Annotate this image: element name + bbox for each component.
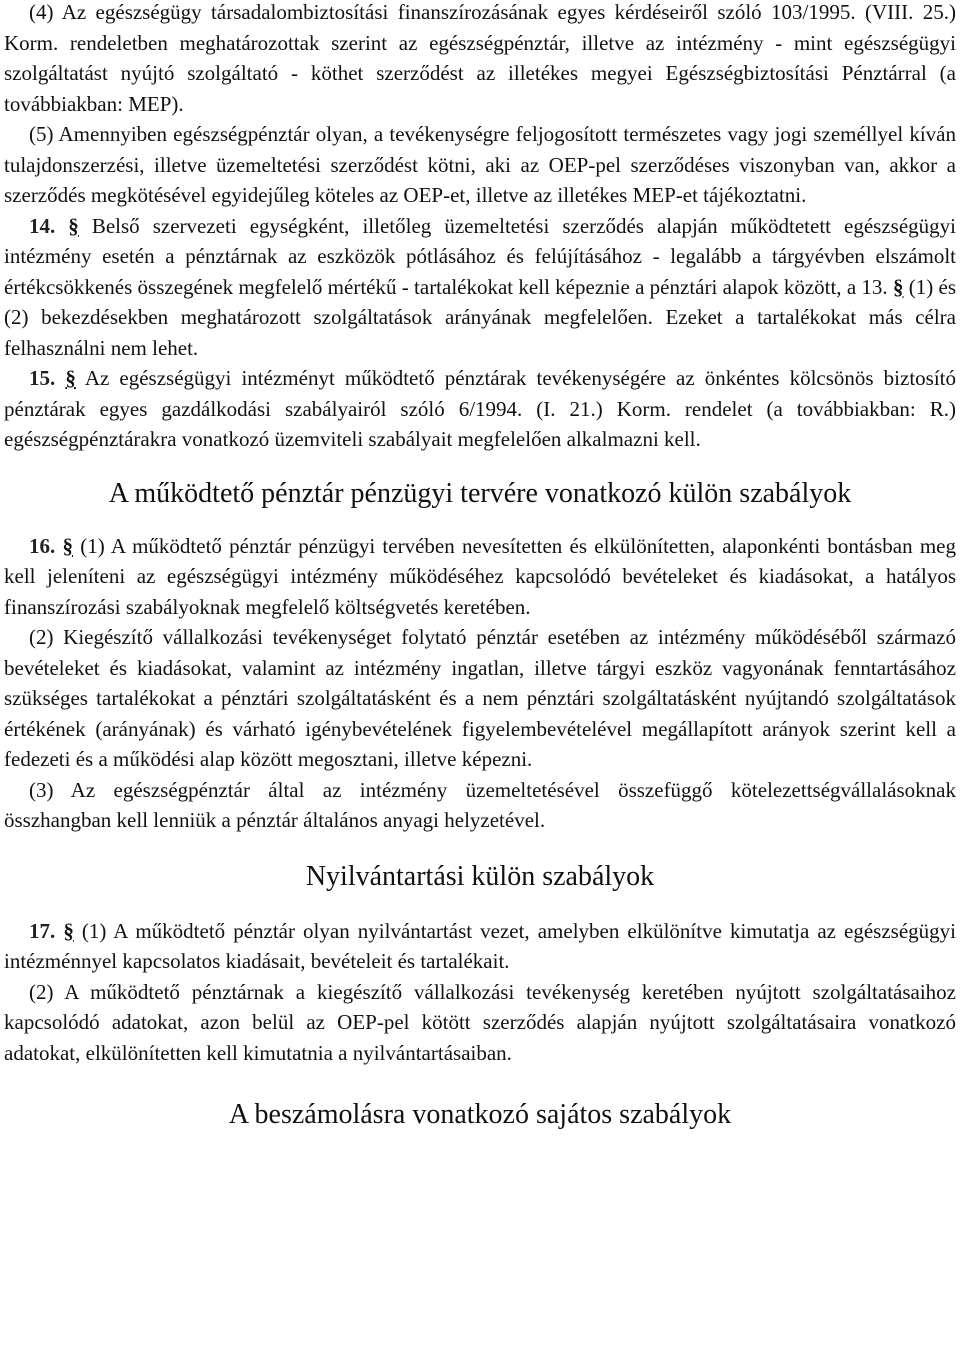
section-number: 16. bbox=[29, 533, 56, 558]
section-14 bbox=[0, 211, 960, 364]
section-16-paragraph-2: (2) Kiegészítő vállalkozási tevékenységet folytató pénztár esetében az intézmény működéséből származó bevételeket és kiadásokat, valamint az intézmény ingatlan, illetve tárgyi eszköz vagyonának fenntartásához szükséges tartalékokat a pénztári szolgáltatásként és a nem pénztári szolgáltatásként nyújtandó szolgáltatások értékének (arányának) és várható igénybevételének figyelembevételével megállapított arányok szerint kell a fedezeti és a működési alap között megosztani, illetve képezni. bbox=[4, 625, 956, 771]
section-text: (1) és (2) bekezdésekben meghatározott szolgáltatások arányának megfelelően. Ezeket a tartalékokat más célra felhasználni nem lehet. bbox=[4, 274, 957, 360]
section-text: (1) A működtető pénztár pénzügyi tervében nevesítetten és elkülönítetten, alaponkénti bontásban meg kell jeleníteni az egészségügyi intézmény működéséhez kapcsolódó bevételeket és kiadásokat, a hatályos finanszírozási szabályoknak megfelelő költségvetés keretében. bbox=[4, 533, 956, 619]
paragraph-5: (5) Amennyiben egészségpénztár olyan, a tevékenységre feljogosított természetes vagy jogi személlyel kíván tulajdonszerzési, illetve üzemeltetési szerződést kötni, aki az OEP-pel szerződéses viszonyban van, akkor a szerződés megkötésével egyidejűleg köteles az OEP-et, illetve az illetékes MEP-et tájékoztatni. bbox=[4, 122, 956, 207]
section-heading: Nyilvántartási külön szabályok bbox=[305, 860, 655, 892]
section-16-paragraph-3: (3) Az egészségpénztár által az intézmény üzemeltetésével összefüggő kötelezettségvállalásoknak összhangban kell lenniük a pénztár általános anyagi helyzetével. bbox=[4, 777, 956, 832]
section-15 bbox=[0, 363, 960, 455]
paragraph-4: (4) Az egészségügy társadalombiztosítási finanszírozásának egyes kérdéseiről szóló 103/1995. (VIII. 25.) Korm. rendeletben meghatározottak szerint az egészségpénztár, illetve az intézmény - mint egészségügyi szolgáltatást nyújtó szolgáltató - köthet szerződést az illetékes megyei Egészségbiztosítási Pénztárral (a továbbiakban: MEP). bbox=[4, 0, 956, 116]
section-sign: § bbox=[63, 918, 74, 943]
section-text: Belső szervezeti egységként, illetőleg üzemeltetési szerződés alapján működtetett egészségügyi intézmény esetén a pénztárnak az eszközök pótlásához és felújításához - legalább a tárgyévben elszámolt értékcsökkenés összegének megfelelő mértékű - tartalékokat kell képeznie a pénztári alapok között, a 13. bbox=[4, 213, 956, 299]
section-number: 15. bbox=[29, 366, 56, 390]
section-sign: § bbox=[68, 213, 79, 238]
section-heading: A beszámolásra vonatkozó sajátos szabályok bbox=[228, 1099, 732, 1130]
section-heading: A működtető pénztár pénzügyi tervére vonatkozó külön szabályok bbox=[108, 477, 852, 509]
section-number: 14. bbox=[29, 213, 56, 238]
section-sign: § bbox=[65, 366, 76, 390]
section-text: (1) A működtető pénztár olyan nyilvántartást vezet, amelyben elkülönítve kimutatja az egészségügyi intézménnyel kapcsolatos kiadásait, bevételeit és tartalékait. bbox=[4, 918, 957, 973]
section-text: Az egészségügyi intézményt működtető pénztárak tevékenységére az önkéntes kölcsönös biztosító pénztárak egyes gazdálkodási szabályairól szóló 6/1994. (I. 21.) Korm. rendelet (a továbbiakban: R.) egészségpénztárakra vonatkozó üzemviteli szabályait megfelelően alkalmazni kell. bbox=[4, 366, 957, 451]
section-17 bbox=[0, 916, 960, 977]
section-sign: § bbox=[892, 274, 904, 299]
section-17-paragraph-2: (2) A működtető pénztárnak a kiegészítő vállalkozási tevékenység keretében nyújtott szolgáltatásaihoz kapcsolódó adatokat, azon belül az OEP-pel kötött szerződés alapján nyújtott szolgáltatásaira vonatkozó adatokat, elkülönítetten kell kimutatnia a nyilvántartásaiban. bbox=[4, 979, 956, 1065]
section-sign: § bbox=[62, 533, 73, 558]
section-number: 17. bbox=[29, 918, 56, 943]
section-16 bbox=[0, 531, 960, 623]
